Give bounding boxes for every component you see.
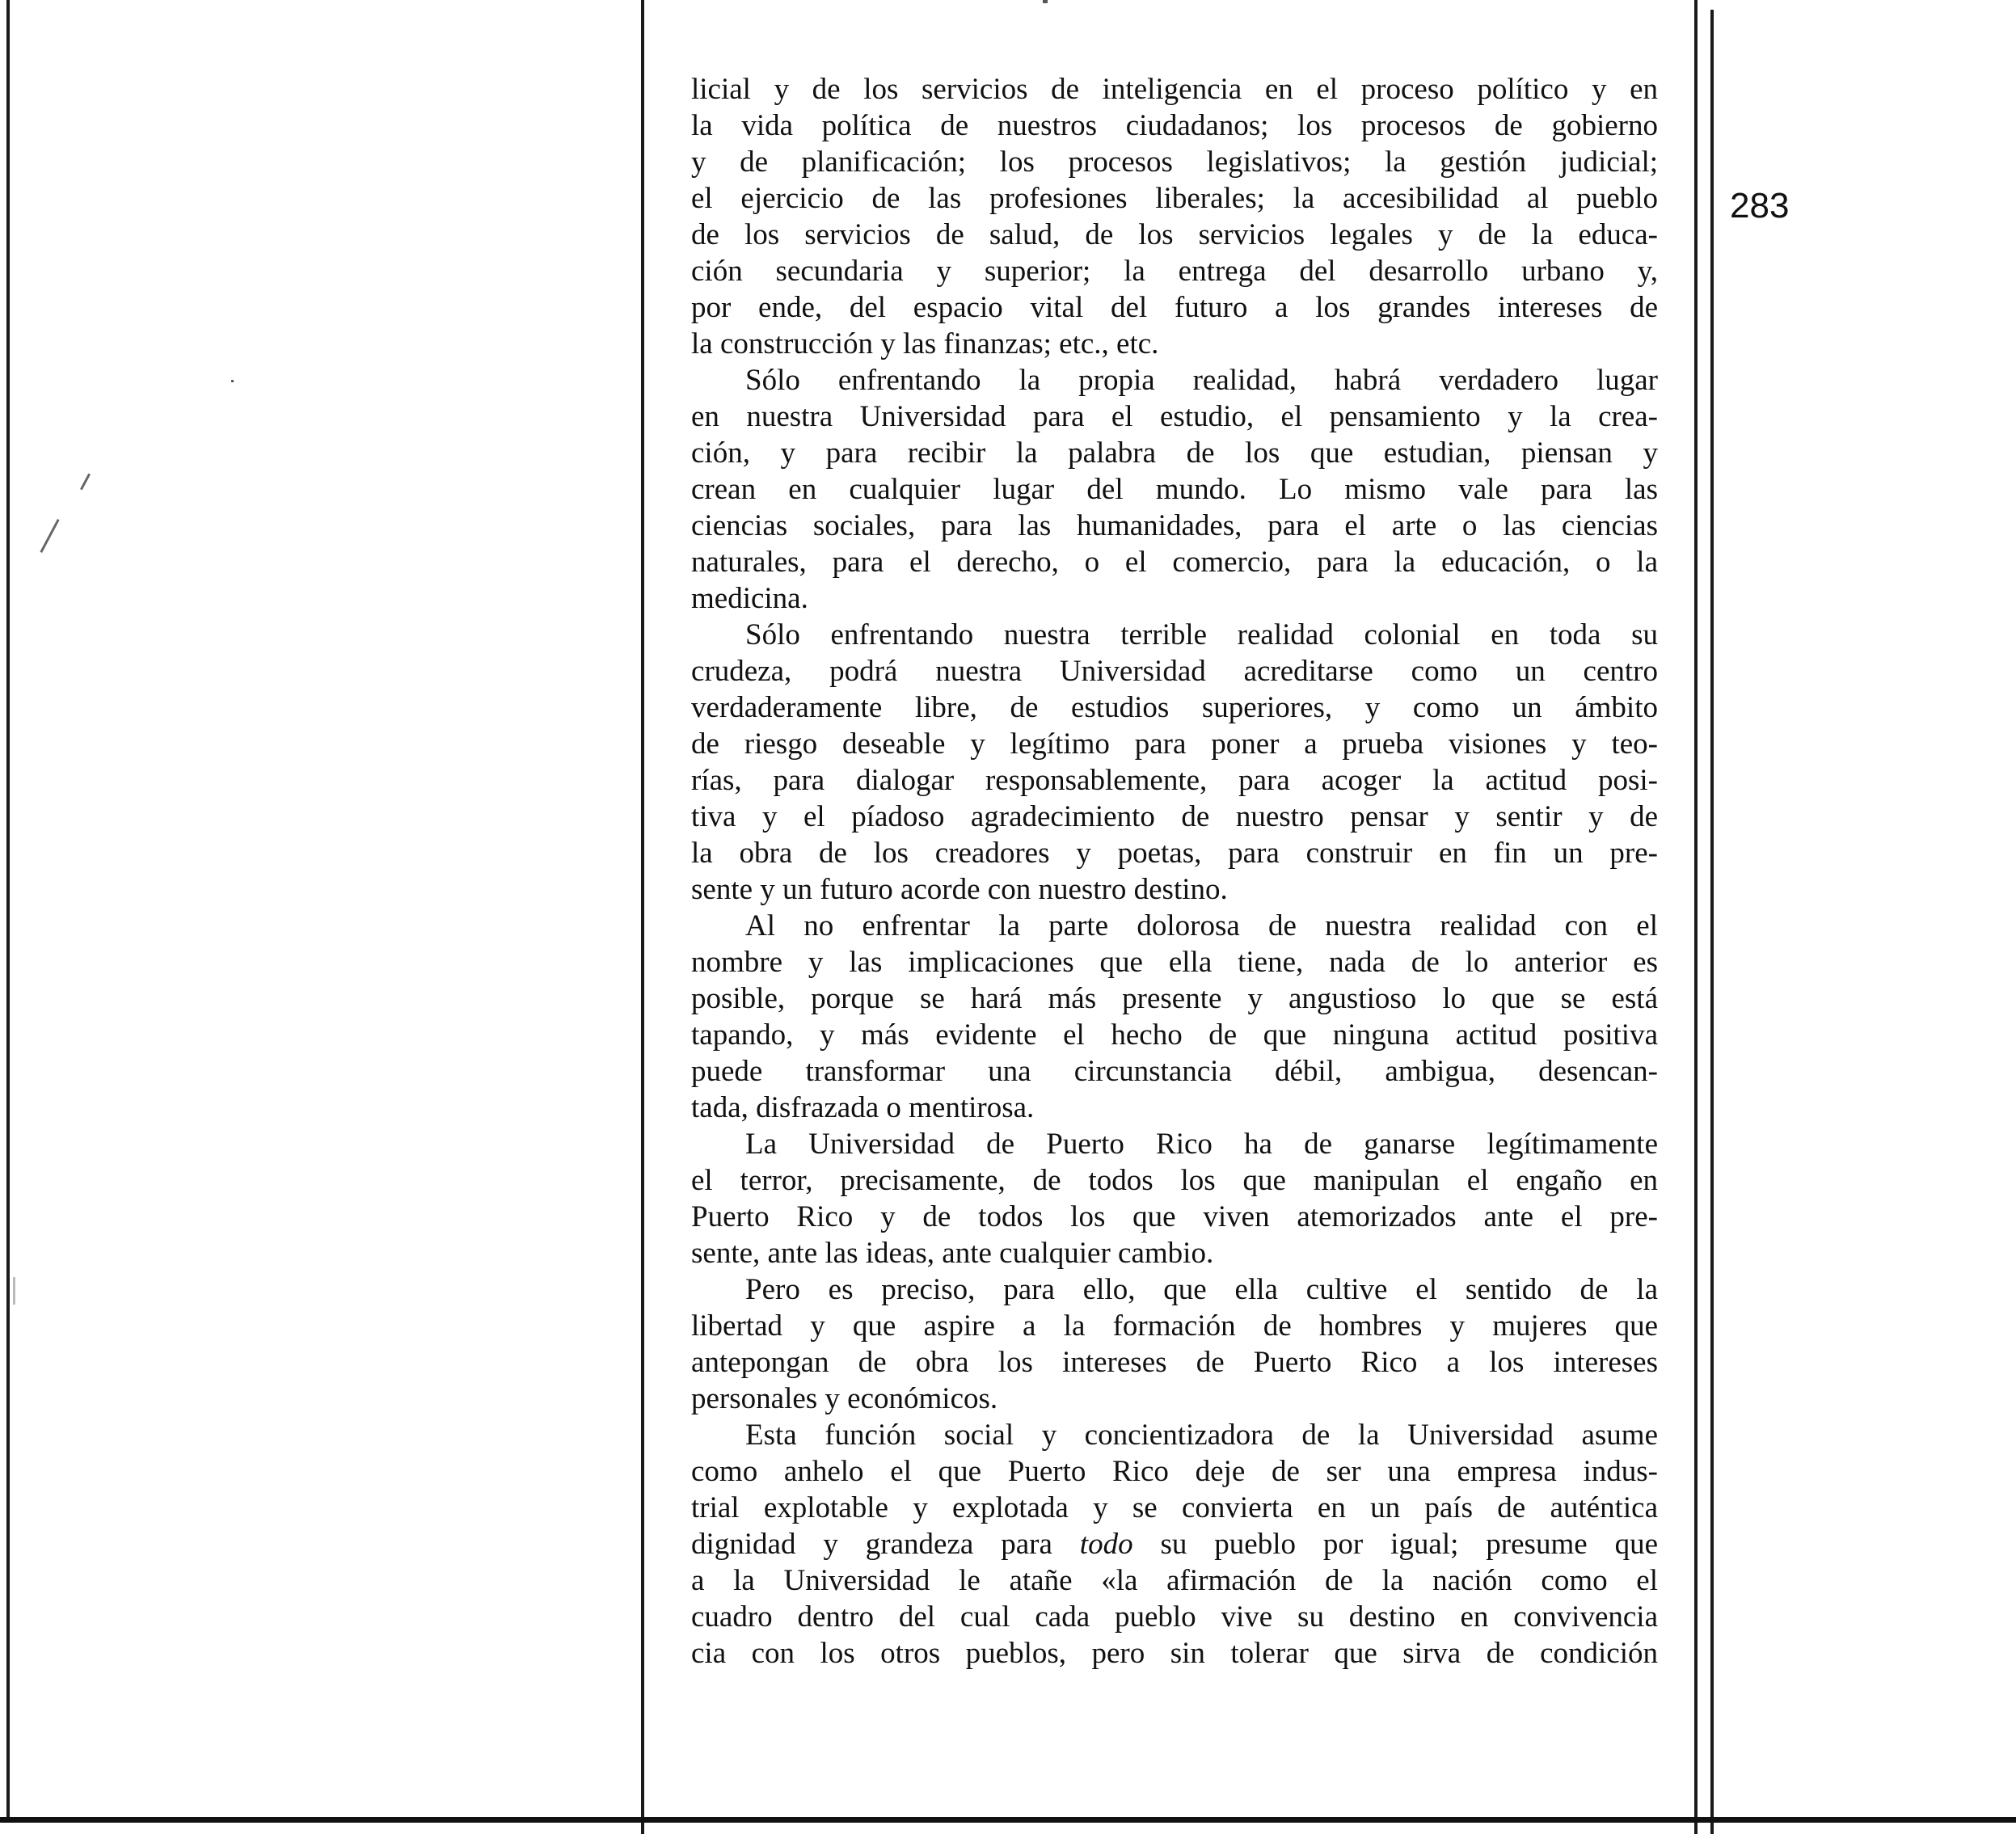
- paragraph: [691, 362, 1658, 617]
- scan-border-left: [6, 0, 10, 1819]
- paragraph: [691, 71, 1658, 362]
- text-line: ción secundaria y superior; la entrega del desarrollo urbano y,: [691, 255, 1658, 288]
- text-line: posible, porque se hará más presente y angustioso lo que se está: [691, 982, 1658, 1015]
- paragraph: [691, 908, 1658, 1126]
- text-line: tapando, y más evidente el hecho de que ninguna actitud positiva: [691, 1018, 1658, 1052]
- paragraph: [691, 1126, 1658, 1271]
- text-line: el terror, precisamente, de todos los que manipulan el engaño en: [691, 1164, 1658, 1197]
- text-line: tada, disfrazada o mentirosa.: [691, 1091, 1035, 1124]
- page-number: 283: [1730, 186, 1790, 226]
- text-line: La Universidad de Puerto Rico ha de ganarse legítimamente: [745, 1128, 1658, 1161]
- scan-speck: [13, 1277, 15, 1305]
- scan-mark: [40, 519, 59, 553]
- text-line: la obra de los creadores y poetas, para construir en fin un pre-: [691, 837, 1658, 870]
- text-line: rías, para dialogar responsablemente, para acoger la actitud posi-: [691, 764, 1658, 797]
- text-line: cia con los otros pueblos, pero sin tolerar que sirva de condición: [691, 1637, 1658, 1670]
- text-line: de los servicios de salud, de los servicios legales y de la educa-: [691, 218, 1658, 251]
- scan-mark: [80, 474, 91, 491]
- page-gutter-line: [641, 0, 644, 1834]
- text-line: puede transformar una circunstancia débil, ambigua, desencan-: [691, 1055, 1658, 1088]
- text-line: libertad y que aspire a la formación de hombres y mujeres que: [691, 1309, 1658, 1343]
- page-edge-line: [1694, 0, 1698, 1834]
- paragraph: [691, 1271, 1658, 1417]
- text-line: ción, y para recibir la palabra de los que estudian, piensan y: [691, 436, 1658, 470]
- text-line: de riesgo deseable y legítimo para poner a prueba visiones y teo-: [691, 727, 1658, 761]
- text-line: licial y de los servicios de inteligencia en el proceso político y en: [691, 73, 1658, 106]
- text-line: como anhelo el que Puerto Rico deje de ser una empresa indus-: [691, 1455, 1658, 1488]
- paragraph: [691, 1417, 1658, 1672]
- text-line: Sólo enfrentando nuestra terrible realidad colonial en toda su: [745, 618, 1658, 651]
- text-column: [691, 71, 1658, 1672]
- text-line: en nuestra Universidad para el estudio, el pensamiento y la crea-: [691, 400, 1658, 433]
- text-line: personales y económicos.: [691, 1382, 998, 1415]
- scan-border-bottom: [0, 1817, 2016, 1823]
- text-line: la vida política de nuestros ciudadanos; los procesos de gobierno: [691, 109, 1658, 142]
- text-line: sente y un futuro acorde con nuestro destino.: [691, 873, 1228, 906]
- text-line: crean en cualquier lugar del mundo. Lo mismo vale para las: [691, 473, 1658, 506]
- text-line: a la Universidad le atañe «la afirmación de la nación como el: [691, 1564, 1658, 1597]
- scan-speck: [1043, 0, 1048, 3]
- text-line: por ende, del espacio vital del futuro a los grandes intereses de: [691, 291, 1658, 324]
- text-line: medicina.: [691, 582, 808, 615]
- text-line: la construcción y las finanzas; etc., etc.: [691, 327, 1159, 360]
- text-line: y de planificación; los procesos legislativos; la gestión judicial;: [691, 145, 1658, 179]
- text-line: nombre y las implicaciones que ella tiene, nada de lo anterior es: [691, 946, 1658, 979]
- italic-word: todo: [1079, 1528, 1133, 1561]
- text-line: Esta función social y concientizadora de la Universidad asume: [745, 1419, 1658, 1452]
- text-run: dignidad y grandeza para: [691, 1528, 1080, 1561]
- scan-speck: [231, 380, 234, 382]
- text-line: naturales, para el derecho, o el comercio, para la educación, o la: [691, 546, 1658, 579]
- text-line: verdaderamente libre, de estudios superiores, y como un ámbito: [691, 691, 1658, 724]
- text-line: tiva y el píadoso agradecimiento de nuestro pensar y sentir y de: [691, 800, 1658, 833]
- text-run: su pueblo por igual; presume que: [1132, 1528, 1658, 1561]
- text-line: Puerto Rico y de todos los que viven atemorizados ante el pre-: [691, 1200, 1658, 1233]
- text-line: ciencias sociales, para las humanidades, para el arte o las ciencias: [691, 509, 1658, 542]
- text-line: Al no enfrentar la parte dolorosa de nuestra realidad con el: [745, 909, 1658, 942]
- text-line: sente, ante las ideas, ante cualquier cambio.: [691, 1237, 1214, 1270]
- text-line: trial explotable y explotada y se convierta en un país de auténtica: [691, 1491, 1658, 1524]
- text-line: Sólo enfrentando la propia realidad, habrá verdadero lugar: [745, 364, 1658, 397]
- text-line: el ejercicio de las profesiones liberales; la accesibilidad al pueblo: [691, 182, 1658, 215]
- text-line: antepongan de obra los intereses de Puerto Rico a los intereses: [691, 1346, 1658, 1379]
- paragraph: [691, 617, 1658, 908]
- text-line-with-italic: [691, 1526, 1658, 1562]
- margin-edge-line: [1710, 10, 1714, 1834]
- text-line: cuadro dentro del cual cada pueblo vive su destino en convivencia: [691, 1600, 1658, 1634]
- text-line: Pero es preciso, para ello, que ella cultive el sentido de la: [745, 1273, 1658, 1306]
- text-line: crudeza, podrá nuestra Universidad acreditarse como un centro: [691, 655, 1658, 688]
